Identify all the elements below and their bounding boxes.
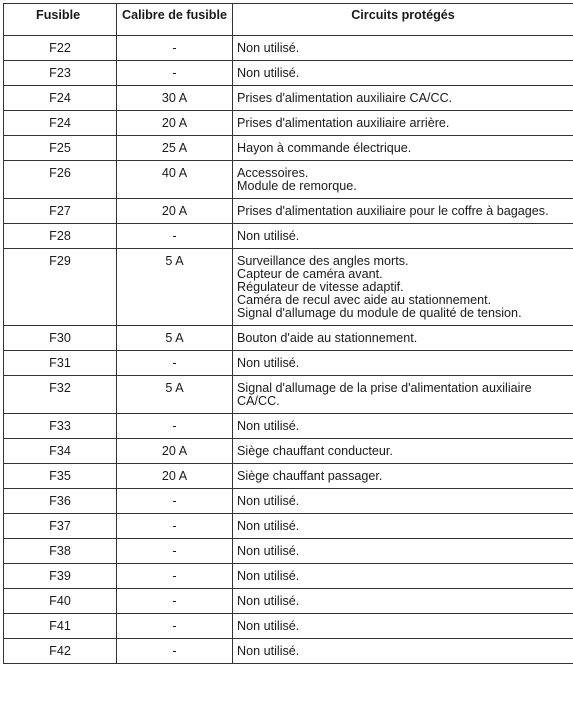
table-row (4, 439, 573, 464)
table-row (4, 464, 573, 489)
protected-circuits-cell (233, 61, 573, 86)
fuse-rating-cell: 25 A (117, 136, 233, 161)
protected-circuits-cell (233, 564, 573, 589)
table-row (4, 86, 573, 111)
circuit-line: Prises d'alimentation auxiliaire pour le coffre à bagages. (237, 204, 549, 218)
protected-circuits-cell (233, 614, 573, 639)
protected-circuits-cell (233, 136, 573, 161)
table-row (4, 614, 573, 639)
fuse-id-cell: F37 (4, 514, 117, 539)
fuse-rating-cell: 5 A (117, 326, 233, 351)
table-row (4, 539, 573, 564)
protected-circuits-cell (233, 376, 573, 414)
table-row (4, 489, 573, 514)
fuse-id-cell: F22 (4, 36, 117, 61)
fuse-rating-cell: - (117, 639, 233, 664)
circuit-line: Non utilisé. (237, 544, 300, 558)
table-row (4, 136, 573, 161)
fuse-rating-cell: - (117, 414, 233, 439)
circuit-line: Siège chauffant passager. (237, 469, 383, 483)
protected-circuits-cell (233, 414, 573, 439)
protected-circuits-cell (233, 351, 573, 376)
fuse-id-cell: F38 (4, 539, 117, 564)
fuse-id-cell: F24 (4, 86, 117, 111)
protected-circuits-cell (233, 224, 573, 249)
circuit-line: Non utilisé. (237, 229, 300, 243)
table-row (4, 589, 573, 614)
fuse-id-cell: F32 (4, 376, 117, 414)
fuse-id-cell: F29 (4, 249, 117, 326)
protected-circuits-cell (233, 161, 573, 199)
protected-circuits-cell (233, 539, 573, 564)
table-row (4, 224, 573, 249)
protected-circuits-cell (233, 639, 573, 664)
table-row (4, 199, 573, 224)
fuse-id-cell: F27 (4, 199, 117, 224)
circuit-line: Module de remorque. (237, 179, 357, 193)
table-row (4, 376, 573, 414)
fuse-rating-cell: - (117, 589, 233, 614)
fuse-rating-cell: 20 A (117, 111, 233, 136)
circuit-line: Non utilisé. (237, 494, 300, 508)
fuse-table (3, 3, 573, 664)
protected-circuits-cell (233, 439, 573, 464)
header-rating: Calibre de fusible (117, 4, 233, 36)
circuit-line: Non utilisé. (237, 419, 300, 433)
fuse-rating-cell: - (117, 614, 233, 639)
fuse-id-cell: F25 (4, 136, 117, 161)
header-circuits: Circuits protégés (233, 4, 573, 36)
fuse-id-cell: F39 (4, 564, 117, 589)
circuit-line: Capteur de caméra avant. (237, 267, 383, 281)
table-body (4, 36, 573, 664)
fuse-id-cell: F34 (4, 439, 117, 464)
fuse-rating-cell: - (117, 514, 233, 539)
circuit-line: Non utilisé. (237, 569, 300, 583)
fuse-id-cell: F35 (4, 464, 117, 489)
table-row (4, 61, 573, 86)
fuse-id-cell: F24 (4, 111, 117, 136)
circuit-line: Signal d'allumage du module de qualité de tension. (237, 306, 522, 320)
circuit-line: Prises d'alimentation auxiliaire arrière. (237, 116, 450, 130)
fuse-id-cell: F30 (4, 326, 117, 351)
table-row (4, 111, 573, 136)
table-row (4, 564, 573, 589)
circuit-line: Non utilisé. (237, 619, 300, 633)
circuit-line: Caméra de recul avec aide au stationnement. (237, 293, 492, 307)
fuse-rating-cell: 5 A (117, 249, 233, 326)
fuse-rating-cell: - (117, 489, 233, 514)
fuse-id-cell: F42 (4, 639, 117, 664)
protected-circuits-cell (233, 464, 573, 489)
circuit-line: Accessoires. (237, 166, 309, 180)
fuse-rating-cell: - (117, 224, 233, 249)
circuit-line: Non utilisé. (237, 644, 300, 658)
circuit-line: Non utilisé. (237, 356, 300, 370)
protected-circuits-cell (233, 199, 573, 224)
table-row (4, 36, 573, 61)
header-fuse: Fusible (4, 4, 117, 36)
table-row (4, 414, 573, 439)
fuse-id-cell: F31 (4, 351, 117, 376)
table-row (4, 514, 573, 539)
circuit-line: Régulateur de vitesse adaptif. (237, 280, 404, 294)
protected-circuits-cell (233, 589, 573, 614)
fuse-rating-cell: - (117, 61, 233, 86)
fuse-rating-cell: 20 A (117, 439, 233, 464)
protected-circuits-cell (233, 36, 573, 61)
protected-circuits-cell (233, 326, 573, 351)
fuse-rating-cell: 20 A (117, 464, 233, 489)
fuse-rating-cell: - (117, 351, 233, 376)
fuse-rating-cell: - (117, 539, 233, 564)
table-row (4, 351, 573, 376)
protected-circuits-cell (233, 111, 573, 136)
fuse-rating-cell: - (117, 564, 233, 589)
fuse-rating-cell: 20 A (117, 199, 233, 224)
circuit-line: Non utilisé. (237, 66, 300, 80)
table-row (4, 639, 573, 664)
fuse-rating-cell: 5 A (117, 376, 233, 414)
fuse-id-cell: F23 (4, 61, 117, 86)
circuit-line: Siège chauffant conducteur. (237, 444, 393, 458)
fuse-rating-cell: 40 A (117, 161, 233, 199)
fuse-id-cell: F33 (4, 414, 117, 439)
circuit-line: Surveillance des angles morts. (237, 254, 409, 268)
fuse-id-cell: F41 (4, 614, 117, 639)
table-header-row (4, 4, 573, 36)
circuit-line: Non utilisé. (237, 594, 300, 608)
fuse-id-cell: F26 (4, 161, 117, 199)
protected-circuits-cell (233, 514, 573, 539)
protected-circuits-cell (233, 86, 573, 111)
fuse-rating-cell: - (117, 36, 233, 61)
fuse-id-cell: F40 (4, 589, 117, 614)
circuit-line: Non utilisé. (237, 519, 300, 533)
fuse-rating-cell: 30 A (117, 86, 233, 111)
protected-circuits-cell (233, 249, 573, 326)
fuse-id-cell: F36 (4, 489, 117, 514)
circuit-line: Non utilisé. (237, 41, 300, 55)
fuse-id-cell: F28 (4, 224, 117, 249)
circuit-line: Bouton d'aide au stationnement. (237, 331, 418, 345)
circuit-line: Hayon à commande électrique. (237, 141, 412, 155)
protected-circuits-cell (233, 489, 573, 514)
table-row (4, 249, 573, 326)
circuit-line: Prises d'alimentation auxiliaire CA/CC. (237, 91, 453, 105)
circuit-line: Signal d'allumage de la prise d'alimentation auxiliaire CA/CC. (237, 381, 532, 408)
table-row (4, 326, 573, 351)
table-row (4, 161, 573, 199)
